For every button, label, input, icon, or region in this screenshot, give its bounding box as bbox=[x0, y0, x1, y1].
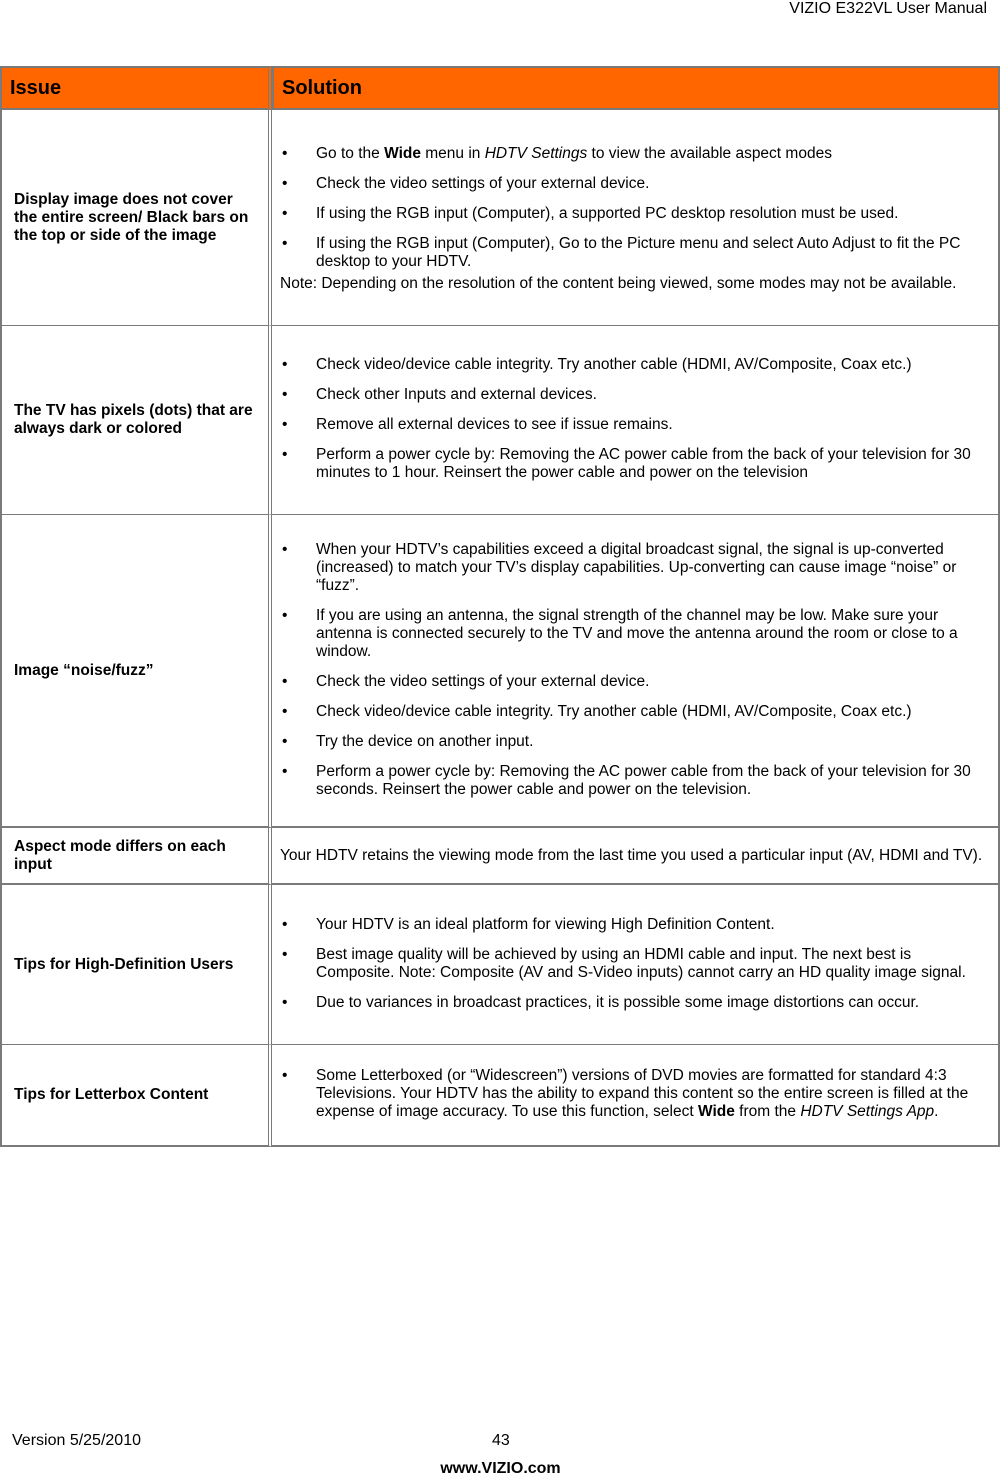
list-item: • Go to the Wide menu in HDTV Settings to view the available aspect modes bbox=[280, 145, 992, 163]
note-text: Note: Depending on the resolution of the content being viewed, some modes may not be available. bbox=[280, 274, 957, 292]
list-item: • Perform a power cycle by: Removing the AC power cable from the back of your television for 30 minutes to 1 hour. Reinsert the power cable and power on the television bbox=[280, 446, 992, 482]
issue-cell: Aspect mode differs on each input bbox=[0, 828, 272, 885]
issue-cell: Display image does not cover the entire screen/ Black bars on the top or side of the image bbox=[0, 110, 272, 326]
list-item: • If using the RGB input (Computer), a supported PC desktop resolution must be used. bbox=[280, 205, 992, 223]
list-item: • Check video/device cable integrity. Try another cable (HDMI, AV/Composite, Coax etc.) bbox=[280, 703, 992, 721]
table-row bbox=[0, 515, 1000, 828]
solution-list bbox=[280, 145, 992, 271]
list-item: • Best image quality will be achieved by using an HDMI cable and input. The next best is Composite. Note: Composite (AV and S-Video inputs) cannot carry an HD quality image signal. bbox=[280, 946, 992, 982]
solution-cell bbox=[272, 326, 1000, 515]
solution-cell bbox=[272, 110, 1000, 326]
solution-cell bbox=[272, 515, 1000, 828]
manual-title: VIZIO E322VL User Manual bbox=[789, 0, 987, 17]
table-row bbox=[0, 110, 1000, 326]
list-item: • Check other Inputs and external devices. bbox=[280, 386, 992, 404]
table-row bbox=[0, 1045, 1000, 1147]
page-number: 43 bbox=[492, 1432, 510, 1449]
issue-cell: Tips for High-Definition Users bbox=[0, 885, 272, 1045]
table-header-row bbox=[0, 66, 1000, 110]
version-label: Version 5/25/2010 bbox=[12, 1432, 141, 1449]
list-item: • Some Letterboxed (or “Widescreen”) versions of DVD movies are formatted for standard 4:3 Televisions. Your HDTV has the ability to expand this content so the entire screen is filled at the expense of image accuracy. To use this function, select Wide from the HDTV Settings App. bbox=[280, 1067, 992, 1121]
list-item: • Due to variances in broadcast practices, it is possible some image distortions can occur. bbox=[280, 994, 992, 1012]
list-item: • Remove all external devices to see if issue remains. bbox=[280, 416, 992, 434]
issue-column-header: Issue bbox=[0, 66, 272, 110]
list-item: • If using the RGB input (Computer), Go to the Picture menu and select Auto Adjust to fit the PC desktop to your HDTV. bbox=[280, 235, 992, 271]
list-item: • Your HDTV is an ideal platform for viewing High Definition Content. bbox=[280, 916, 992, 934]
list-item: • Check the video settings of your external device. bbox=[280, 175, 992, 193]
solution-cell bbox=[272, 1045, 1000, 1147]
solution-column-header: Solution bbox=[272, 66, 1000, 110]
solution-list bbox=[280, 356, 992, 482]
troubleshooting-table bbox=[0, 66, 1000, 1147]
solution-cell bbox=[272, 885, 1000, 1045]
list-item: • Perform a power cycle by: Removing the AC power cable from the back of your television for 30 seconds. Reinsert the power cable and power on the television. bbox=[280, 763, 992, 799]
solution-cell: Your HDTV retains the viewing mode from the last time you used a particular input (AV, HDMI and TV). bbox=[272, 828, 1000, 885]
list-item: • Check video/device cable integrity. Try another cable (HDMI, AV/Composite, Coax etc.) bbox=[280, 356, 992, 374]
table-row bbox=[0, 828, 1000, 885]
solution-list bbox=[280, 541, 992, 799]
list-item: • If you are using an antenna, the signal strength of the channel may be low. Make sure your antenna is connected securely to the TV and move the antenna around the room or close to a window. bbox=[280, 607, 992, 661]
list-item: • When your HDTV’s capabilities exceed a digital broadcast signal, the signal is up-converted (increased) to match your TV’s display capabilities. Up-converting can cause image “noise” or “fuzz”. bbox=[280, 541, 992, 595]
issue-cell: Tips for Letterbox Content bbox=[0, 1045, 272, 1147]
solution-list bbox=[280, 916, 992, 1012]
solution-list bbox=[280, 1067, 992, 1121]
issue-cell: The TV has pixels (dots) that are always dark or colored bbox=[0, 326, 272, 515]
table-row bbox=[0, 326, 1000, 515]
website-url: www.VIZIO.com bbox=[440, 1460, 561, 1477]
list-item: • Check the video settings of your external device. bbox=[280, 673, 992, 691]
table-row bbox=[0, 885, 1000, 1045]
issue-cell: Image “noise/fuzz” bbox=[0, 515, 272, 828]
list-item: • Try the device on another input. bbox=[280, 733, 992, 751]
